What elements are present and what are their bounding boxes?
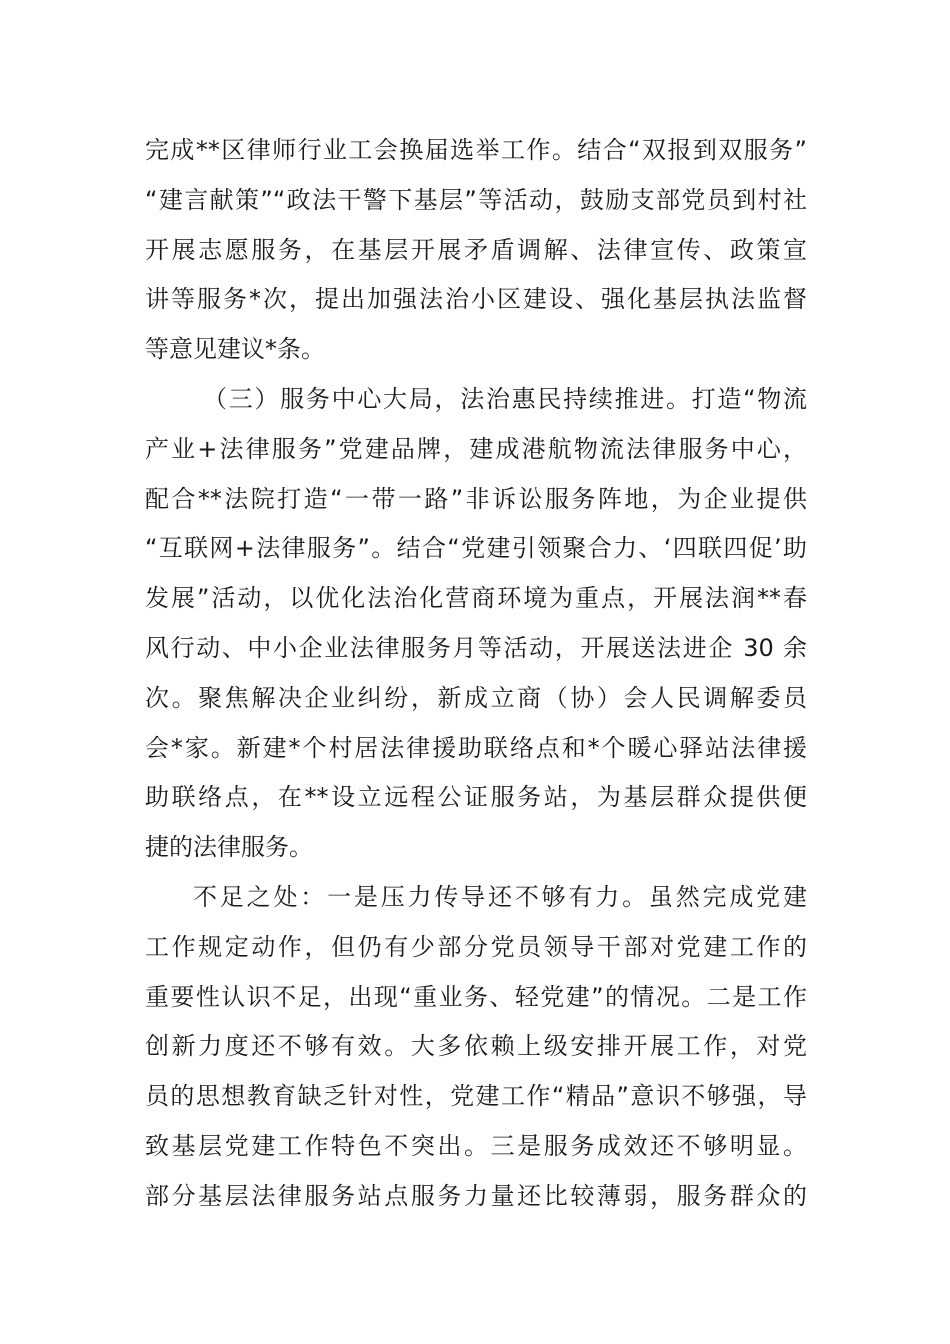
paragraph-line: 重要性认识不足，出现“重业务、轻党建”的情况。二是工作 bbox=[145, 982, 807, 1011]
paragraph-3 bbox=[145, 873, 807, 1222]
paragraph-line: 助联络点，在**设立远程公证服务站，为基层群众提供便 bbox=[145, 783, 807, 812]
paragraph-line: 讲等服务*次，提出加强法治小区建设、强化基层执法监督 bbox=[145, 285, 807, 314]
paragraph-line: 风行动、中小企业法律服务月等活动，开展送法进企 30 余 bbox=[145, 633, 807, 662]
paragraph-line: 完成**区律师行业工会换届选举工作。结合“双报到双服务” bbox=[145, 136, 807, 164]
paragraph-line: 产业+法律服务”党建品牌，建成港航物流法律服务中心， bbox=[145, 434, 807, 463]
document-body bbox=[145, 126, 807, 1222]
paragraph-line: 发展”活动，以优化法治化营商环境为重点，开展法润**春 bbox=[145, 584, 807, 613]
paragraph-line: （三）服务中心大局，法治惠民持续推进。打造“物流 bbox=[203, 384, 807, 413]
paragraph-line: “建言献策”“政法干警下基层”等活动，鼓励支部党员到村社 bbox=[145, 185, 807, 214]
paragraph-line: 工作规定动作，但仍有少部分党员领导干部对党建工作的 bbox=[145, 932, 807, 961]
paragraph-line: 次。聚焦解决企业纠纷，新成立商（协）会人民调解委员 bbox=[145, 683, 807, 712]
paragraph-2 bbox=[145, 375, 807, 873]
paragraph-line: 员的思想教育缺乏针对性，党建工作“精品”意识不够强，导 bbox=[145, 1082, 807, 1111]
paragraph-line: 不足之处：一是压力传导还不够有力。虽然完成党建 bbox=[193, 882, 807, 911]
paragraph-line: 等意见建议*条。 bbox=[145, 335, 325, 364]
paragraph-line: 捷的法律服务。 bbox=[145, 833, 313, 862]
paragraph-line: “互联网+法律服务”。结合“党建引领聚合力、‘四联四促’助 bbox=[145, 534, 807, 563]
paragraph-1 bbox=[145, 126, 807, 375]
paragraph-line: 部分基层法律服务站点服务力量还比较薄弱，服务群众的 bbox=[145, 1181, 807, 1210]
paragraph-line: 配合**法院打造“一带一路”非诉讼服务阵地，为企业提供 bbox=[145, 484, 807, 513]
paragraph-line: 开展志愿服务，在基层开展矛盾调解、法律宣传、政策宣 bbox=[145, 235, 807, 264]
paragraph-line: 致基层党建工作特色不突出。三是服务成效还不够明显。 bbox=[145, 1131, 807, 1160]
paragraph-line: 会*家。新建*个村居法律援助联络点和*个暖心驿站法律援 bbox=[145, 733, 807, 762]
paragraph-line: 创新力度还不够有效。大多依赖上级安排开展工作，对党 bbox=[145, 1032, 807, 1061]
